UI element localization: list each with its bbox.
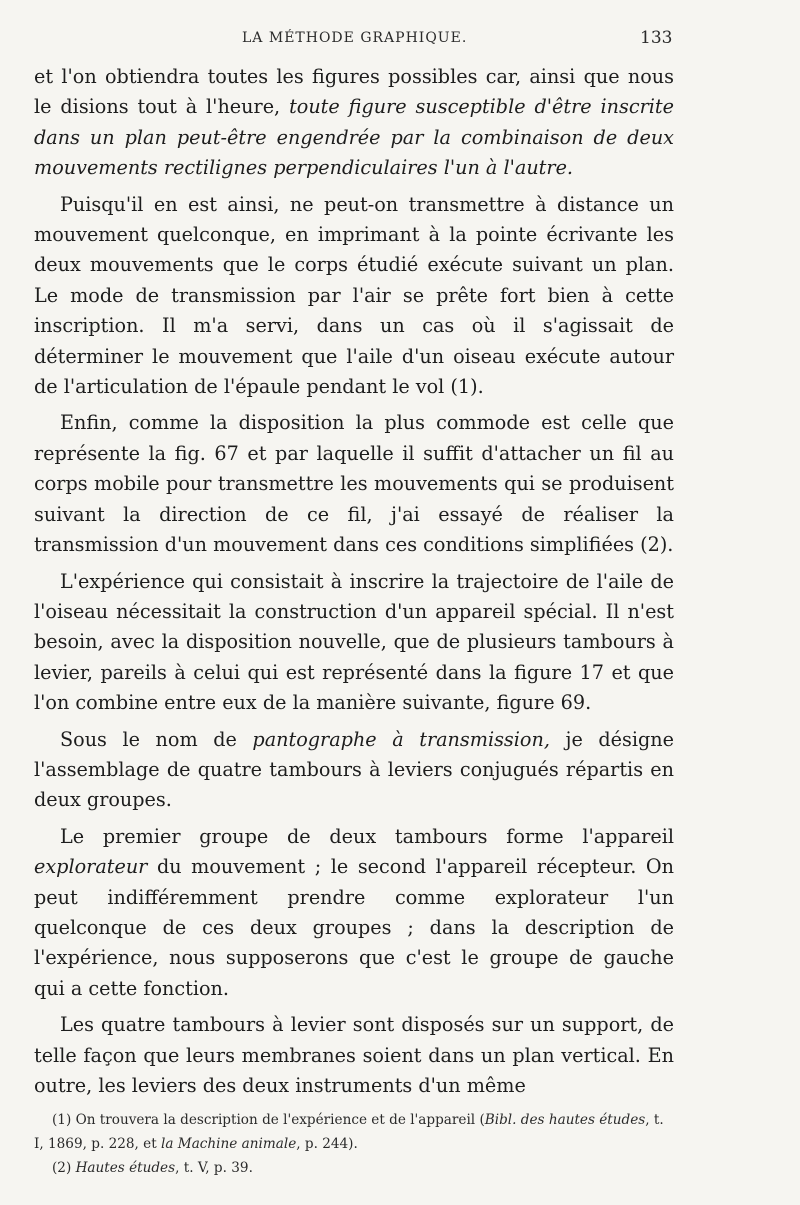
footnote-1: (1) On trouvera la description de l'expérience et de l'appareil (Bibl. des hautes études, t. I, 1869, p. 228, et la Machine animale, p. 244). [34, 1112, 664, 1152]
emphasis: explorateur [34, 855, 148, 879]
emphasis: toute figure susceptible d'être inscrite dans un plan peut-être engendrée par la combinaison de deux mouvements rectilignes perpendiculaires l'un à l'autre. [34, 95, 675, 180]
page-header [0, 30, 800, 54]
footnotes [34, 1108, 674, 1180]
emphasis: pantographe à transmission, [252, 727, 550, 751]
paragraph-7: Les quatre tambours à levier sont disposés sur un support, de telle façon que leurs membranes soient dans un plan vertical. En outre, les leviers des deux instruments d'un même [34, 1013, 674, 1097]
paragraph-4: L'expérience qui consistait à inscrire la trajectoire de l'aile de l'oiseau nécessitait la construction d'un appareil spécial. Il n'est besoin, avec la disposition nouvelle, que de plusieurs tambours à levier, pareils à celui qui est représenté dans la figure 17 et que l'on combine entre eux de la manière suivante, figure 69. [34, 569, 674, 715]
paragraph-1: et l'on obtiendra toutes les figures possibles car, ainsi que nous le disions tout à l'heure, toute figure susceptible d'être inscrite dans un plan peut-être engendrée par la combinaison de deux mouvements rectilignes perpendiculaires l'un à l'autre. [34, 65, 675, 180]
running-title: LA MÉTHODE GRAPHIQUE. [242, 30, 468, 46]
page-number: 133 [640, 28, 673, 48]
paragraph-5: Sous le nom de pantographe à transmission, je désigne l'assemblage de quatre tambours à leviers conjugués répartis en deux groupes. [34, 727, 674, 812]
paragraph-6: Le premier groupe de deux tambours forme l'appareil explorateur du mouvement ; le second l'appareil récepteur. On peut indifféremment prendre comme explorateur l'un quelconque de ces deux groupes ; dans la description de l'expérience, nous supposerons que c'est le groupe de gauche qui a cette fonction. [34, 824, 674, 1000]
body-text [34, 62, 674, 1107]
footnote-2: (2) Hautes études, t. V, p. 39. [52, 1160, 253, 1176]
paragraph-2: Puisqu'il en est ainsi, ne peut-on transmettre à distance un mouvement quelconque, en imprimant à la pointe écrivante les deux mouvements que le corps étudié exécute suivant un plan. Le mode de transmission par l'air se prête fort bien à cette inscription. Il m'a servi, dans un cas où il s'agissait de déterminer le mouvement que l'aile d'un oiseau exécute autour de l'articulation de l'épaule pendant le vol (1). [34, 192, 674, 399]
paragraph-3: Enfin, comme la disposition la plus commode est celle que représente la fig. 67 et par laquelle il suffit d'attacher un fil au corps mobile pour transmettre les mouvements qui se produisent suivant la direction de ce fil, j'ai essayé de réaliser la transmission d'un mouvement dans ces conditions simplifiées (2). [34, 411, 674, 557]
